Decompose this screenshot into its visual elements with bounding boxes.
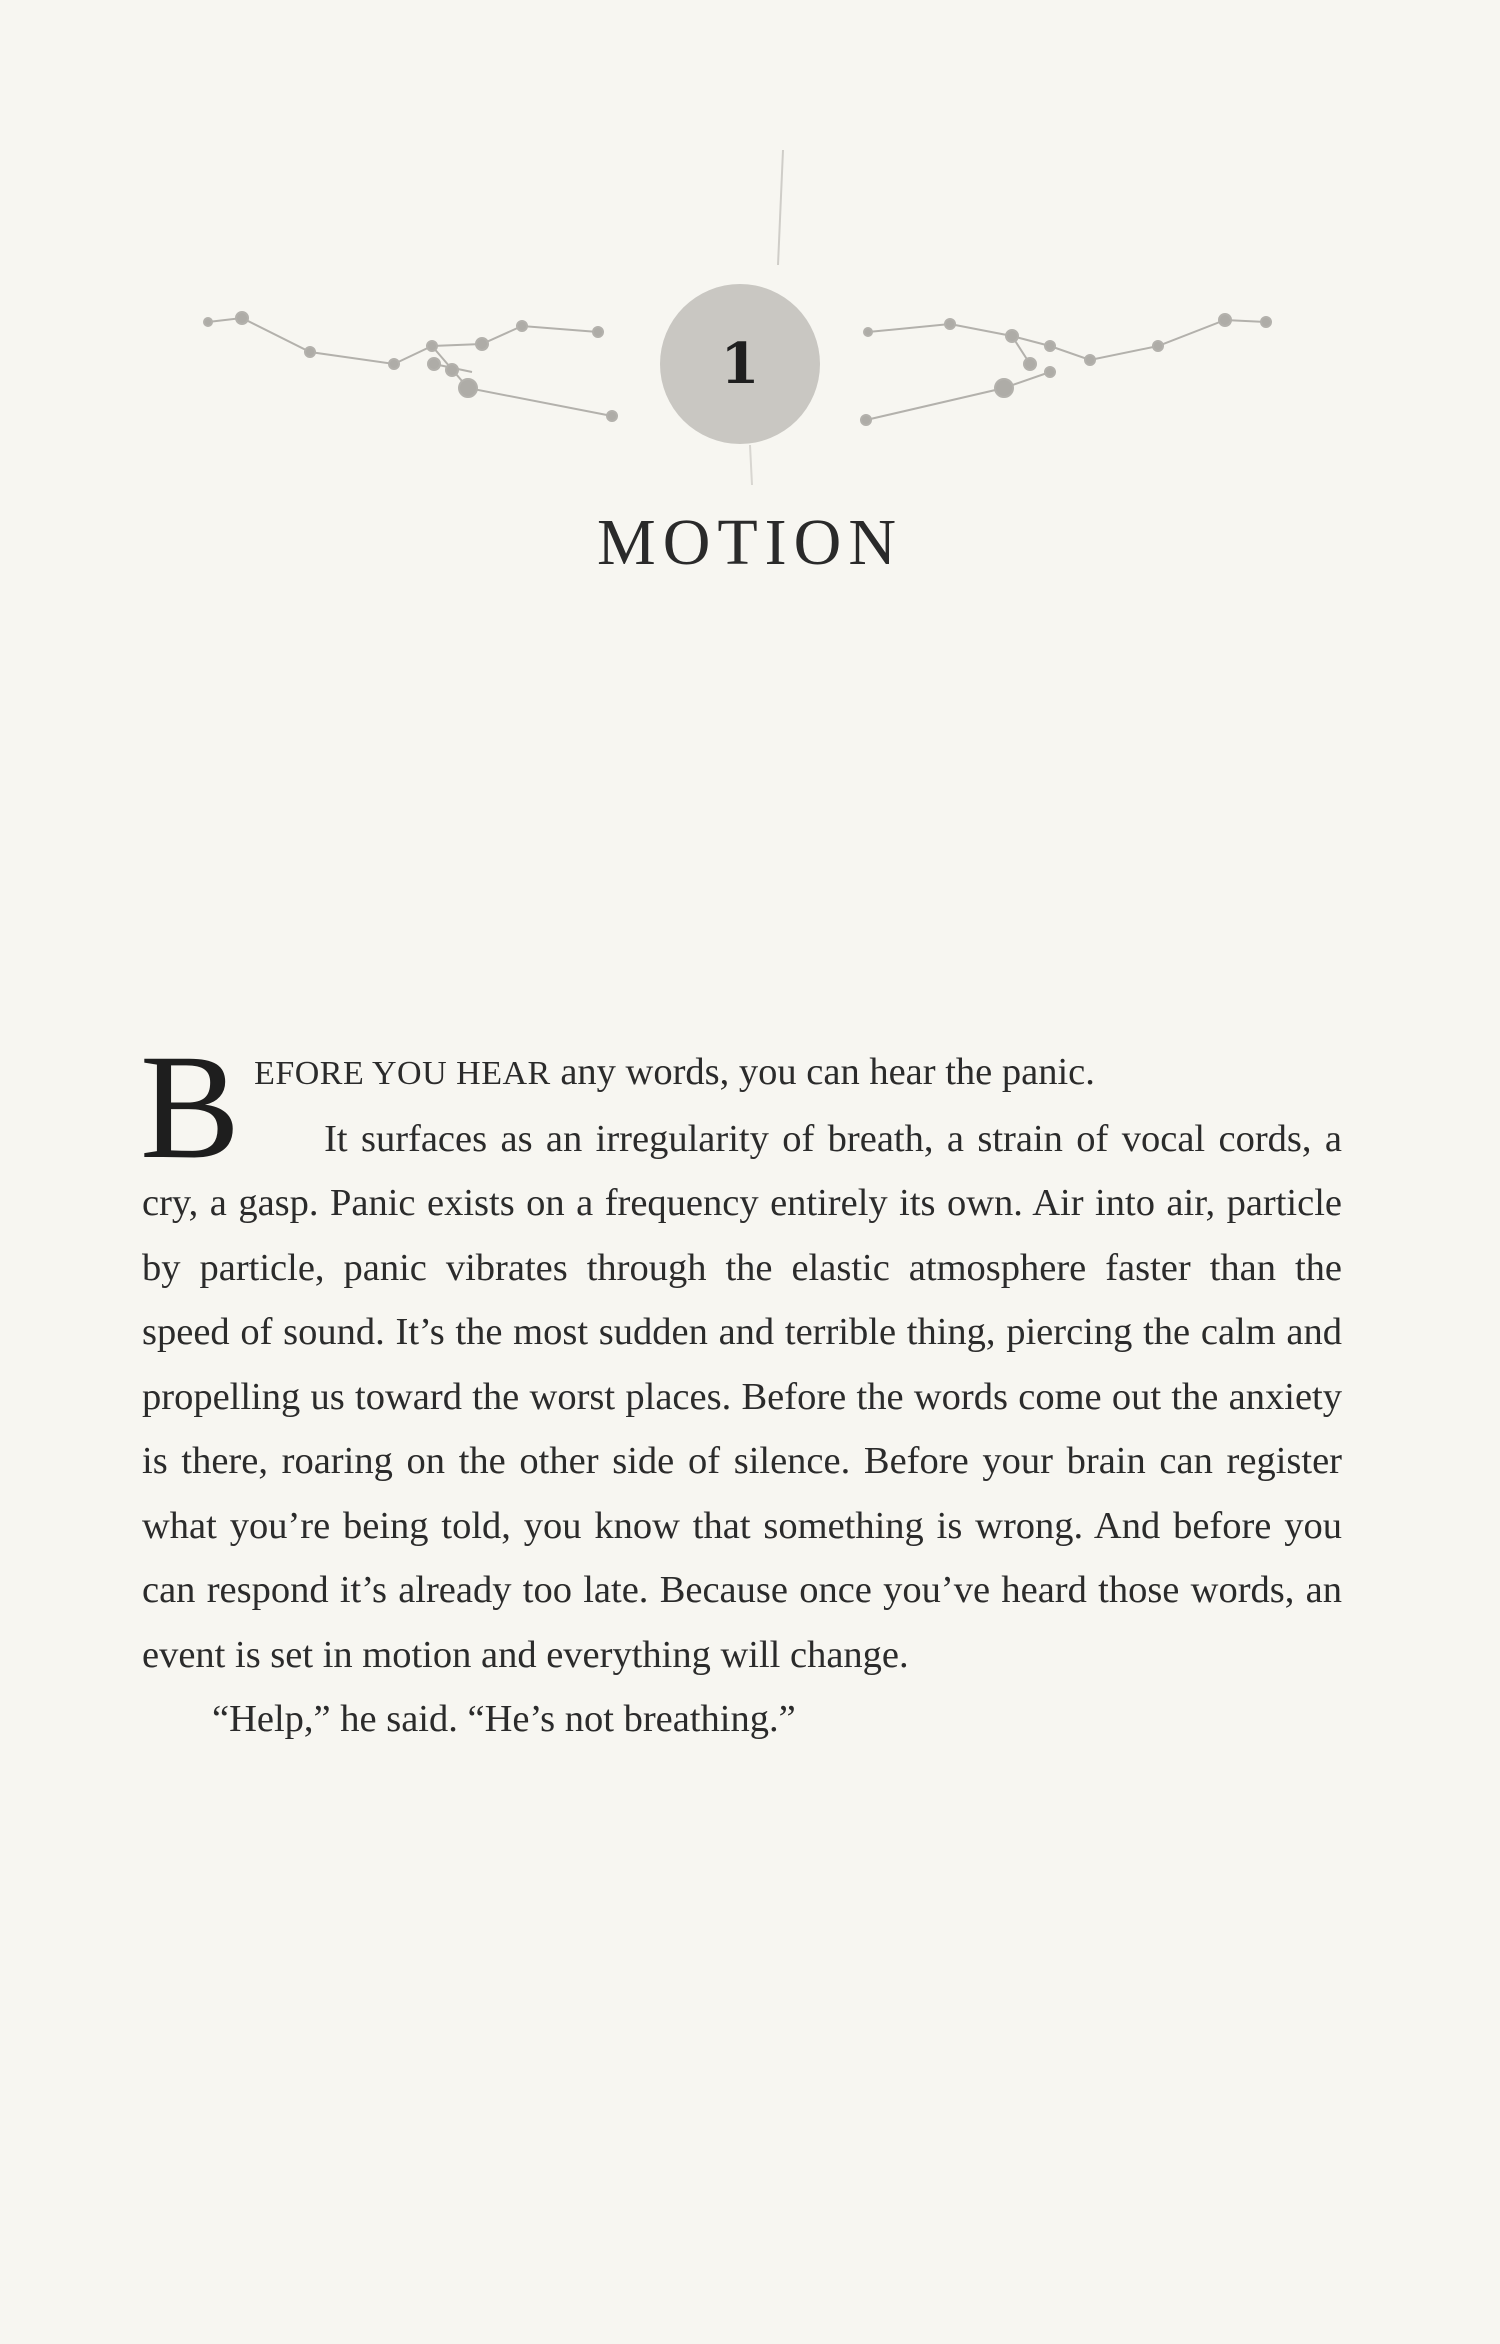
right-constellation [861, 314, 1271, 425]
left-constellation [204, 312, 617, 421]
chapter-number: 1 [720, 331, 760, 397]
paragraph-body-text: It surfaces as an irregularity of breath, a strain of vocal cords, a cry, a gasp. Panic exists on a frequency entirely its own. Air into air, particle by particle, panic vibrates through the elastic atmosphere faster than the speed of sound. It’s the most sudden and terrible thing, piercing the calm and propelling us toward the worst places. Before the words come out the anxiety is there, roaring on the other side of silence. Before your brain can register what you’re being told, you know that something is wrong. And before you can respond it’s already too late. Because once you’ve heard those words, an event is set in motion and everything will change. [142, 1117, 1342, 1676]
vertical-thread-line-lower [750, 445, 752, 485]
dialogue-paragraph: “Help,” he said. “He’s not breathing.” [212, 1698, 796, 1740]
chapter-title: MOTION [597, 506, 903, 579]
small-caps-lead-in: EFORE YOU HEAR [254, 1055, 551, 1092]
vertical-thread-line [778, 150, 783, 265]
opening-paragraph [140, 1024, 1342, 1687]
chapter-body [140, 1024, 1342, 1752]
first-line-text: any words, you can hear the panic. [550, 1051, 1095, 1093]
drop-cap: B [140, 1024, 241, 1190]
